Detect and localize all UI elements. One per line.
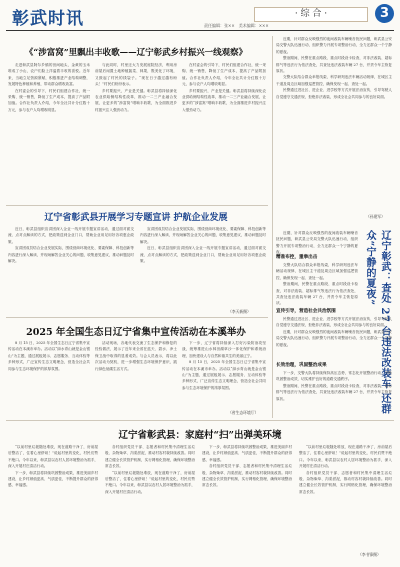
article5-paragraph: 整治期间，民警在重点路段、重点时段设卡检查，对非法改装、超标排气等违法行为依法查处，共查处违法改装车辆 27 台，并责令车主恢复原状。 — [276, 383, 392, 401]
article1-col2 — [95, 62, 177, 202]
article5-paragraph: 民警通过进社区、进企业、进学校等方式开展法治宣传，引导驾驶人自觉遵守交通法规，拒绝非法改装，形成全社会共同参与的良好局面。 — [276, 88, 392, 99]
article5-section1 — [276, 262, 358, 306]
article1-paragraph: 乡村要振兴，产业是关键。彰武县将持续深化农业供给侧结构性改革，推动一二三产业融合发展，让更多的“涉富窝”唱响丰收歌，为全面推进乡村振兴注入强劲动力。 — [95, 88, 177, 112]
article3-paragraph: 活动现场，各地代表交流了生态保护和修复的经验做法，展示了近年来全省在蓝天、碧水、净土保卫战中取得的显著成效。与会人员表示，将以此次活动为契机，进一步增强生态环境保护意识，践行绿色低碳生活方式。 — [95, 341, 177, 371]
article2-col2 — [140, 226, 266, 306]
article2-paragraph: 宣讲团成员结合企业发展实际，围绕营商环境优化、要素保障、科技创新等内容进行深入解读，并现场解答企业关心的问题，收集意见建议，推动问题及时解决。 — [140, 227, 266, 244]
page-number-badge: 3 — [375, 4, 394, 23]
article4-paragraph: 下一步，彰武县将持续巩固整治成果，推进美丽乡村建设，让乡村颜值更高、气质更佳，不断提升群众的获得感、幸福感。 — [202, 445, 292, 462]
article5-paragraph: 下一步，交警大队将持续保持高压态势，常态化开展整治行动，不断巩固整治成效，切实维护良好的道路交通秩序。 — [276, 371, 392, 382]
article4-paragraph: “以前村里垃圾随处堆放，现在道路干净了，房前屋后整洁了，住着心里舒坦！”说起村里的变化，村民们赞不绝口。今年以来，彰武县以农村人居环境整治为抓手，深入开展村庄清洁行动。 — [8, 445, 98, 469]
article2-paragraph: 近日，彰武县组织宣讲团深入企业一线开展专题宣讲活动，通过面对面交流、点对点解读的方式，把政策送到企业门口，帮助企业用足用好各项惠企政策。 — [8, 227, 134, 244]
article5-paragraph: 民警通过进社区、进企业、进学校等方式开展法治宣传，引导驾驶人自觉遵守交通法规，拒绝非法改装，形成全社会共同参与的良好局面。 — [276, 317, 392, 328]
masthead-logo: 彰武时讯 — [12, 9, 84, 29]
article5-subhead: 宣传引导，营造社会共治氛围 — [276, 309, 336, 314]
article5-section3 — [276, 370, 392, 416]
article5-paragraph: 近期，针对群众反映强烈的夜间改装车辆噪音扰民问题，彰武县公安局交警大队迅速行动，组织警力开展专项整治行动，全力还群众一个宁静的夏夜。 — [276, 37, 392, 54]
article4-paragraph: 下一步，彰武县将持续巩固整治成果，推进美丽乡村建设，让乡村颜值更高、气质更佳，不断提升群众的获得感、幸福感。 — [8, 470, 98, 488]
article4-title: 辽宁省彰武县：家庭村“扫”出弹美环境 — [118, 430, 282, 441]
article5-vertical-title: 辽宁彰武：查处 27 台违法改装车 还群众“宁静的夏夜” — [364, 230, 390, 415]
article5-subhead: 精准布控，重拳出击 — [276, 255, 318, 260]
article4-paragraph: 各村组织党员干部、志愿者和村民集中清理生活垃圾、杂物柴草、沟渠淤泥，推动村容村貌持续改善。同时建立健全长效管护机制，实行网格化管理，确保环境整治常态长效。 — [202, 464, 292, 488]
article5-signature: （孙建军） — [366, 214, 385, 219]
article5-top-text — [276, 36, 392, 222]
article2-paragraph: 宣讲团成员结合企业发展实际，围绕营商环境优化、要素保障、科技创新等内容进行深入解读，并现场解答企业关心的问题，收集意见建议，推动问题及时解决。 — [8, 246, 134, 264]
article4-col3 — [202, 444, 292, 556]
article1-paragraph: 走进彰武县阿尔乡镇的田间地头，金黄的玉米堆成了小山，农户们脸上洋溢着丰收的喜悦。近年来，当地立足资源禀赋，积极推进产业结构调整，发展特色种植和养殖，带动群众增收致富。 — [8, 63, 90, 87]
article1-col1 — [8, 62, 90, 202]
article1-title: 《“涉富窝”里飘出丰收歌——辽宁彰武乡村振兴一线观察》 — [24, 48, 248, 58]
divider — [6, 205, 268, 206]
article5-paragraph: 整治期间，民警在重点路段、重点时段设卡检查，对非法改装、超标排气等违法行为依法查处，共查处违法改装车辆 27 台，并责令车主恢复原状。 — [276, 56, 392, 74]
article5-paragraph: 近期，针对群众反映强烈的夜间改装车辆噪音扰民问题，彰武县公安局交警大队迅速行动，组织警力开展专项整治行动，全力还群众一个宁静的夏夜。 — [276, 231, 358, 255]
article4-paragraph: “以前村里垃圾随处堆放，现在道路干净了，房前屋后整洁了，住着心里舒坦！”说起村里的变化，村民们赞不绝口。今年以来，彰武县以农村人居环境整治为抓手，深入开展村庄清洁行动。 — [105, 470, 195, 494]
article4-col4 — [299, 444, 392, 550]
article2-signature: （李天新摄） — [228, 309, 251, 314]
article1-col3 — [182, 62, 266, 202]
article4-signature: （李书锋摄） — [358, 552, 381, 557]
article2-col1 — [8, 226, 134, 312]
article5-paragraph: 交警大队结合群众举报线索，科学研判违法车辆活动规律，在城区主干道及周边区域加强巡逻管控，确保发现一起、查处一起。 — [276, 263, 358, 280]
article5-paragraph: 交警大队结合群众举报线索，科学研判违法车辆活动规律，在城区主干道及周边区域加强巡逻管控，确保发现一起、查处一起。 — [276, 75, 392, 86]
article5-paragraph: 整治期间，民警在重点路段、重点时段设卡检查，对非法改装、超标排气等违法行为依法查处，共查处违法改装车辆 27 台，并责令车主恢复原状。 — [276, 282, 358, 306]
divider — [6, 420, 394, 421]
article3-col1 — [8, 340, 90, 416]
article3-paragraph: 8 月 15 日，2025 年全国生态日辽宁省集中宣传活动在本溪市举办。活动以“绿水青山就是金山银山”为主题，通过展板展示、志愿服务、互动体验等多种形式，广泛宣传生态文明理念，营造全社会共同参与生态环境保护的浓厚氛围。 — [8, 341, 90, 371]
newspaper-page — [6, 4, 394, 563]
section-label: · 综 合 · — [254, 7, 368, 22]
article3-col2 — [95, 340, 177, 416]
article1-paragraph: 在村委会的引导下，村民们组建合作社，统一采购、统一销售，降低了生产成本，提高了产品附加值。合作社负责人介绍，今年全社共计分红数十万元，参与农户人均增收明显。 — [182, 63, 266, 87]
article2-title: 辽宁省彰武县开展学习专题宣讲 护航企业发展 — [44, 213, 228, 223]
masthead-rule — [6, 30, 394, 31]
article3-col3 — [182, 340, 266, 408]
article3-title: 2025 年全国生态日辽宁省集中宣传活动在本溪举办 — [26, 327, 246, 338]
article5-intro — [276, 230, 358, 255]
article5-subhead: 长效治理，巩固整治成果 — [276, 363, 327, 368]
masthead-meta: 责任编辑：张×× 美术编辑：××× — [204, 23, 269, 28]
article4-paragraph: 各村组织党员干部、志愿者和村民集中清理生活垃圾、杂物柴草、沟渠淤泥，推动村容村貌持续改善。同时建立健全长效管护机制，实行网格化管理，确保环境整治常态长效。 — [105, 445, 195, 469]
article4-paragraph: 各村组织党员干部、志愿者和村民集中清理生活垃圾、杂物柴草、沟渠淤泥，推动村容村貌持续改善。同时建立健全长效管护机制，实行网格化管理，确保环境整治常态长效。 — [299, 470, 392, 494]
article1-paragraph: 与此同时，村里还大力发展庭院经济，利用房前屋后闲置土地种植蔬菜、林果，既美化了环境，又鼓起了村民的钱袋子。“现在日子越过越有盼头！”村民们纷纷表示。 — [95, 63, 177, 87]
article5-section2 — [276, 316, 392, 360]
article5-paragraph: 近期，针对群众反映强烈的夜间改装车辆噪音扰民问题，彰武县公安局交警大队迅速行动，组织警力开展专项整治行动，全力还群众一个宁静的夏夜。 — [276, 329, 392, 347]
column-divider — [272, 36, 273, 418]
article3-signature: （省生态环境厅） — [228, 410, 259, 415]
article4-paragraph: “以前村里垃圾随处堆放，现在道路干净了，房前屋后整洁了，住着心里舒坦！”说起村里的变化，村民们赞不绝口。今年以来，彰武县以农村人居环境整治为抓手，深入开展村庄清洁行动。 — [299, 445, 392, 469]
divider — [6, 317, 268, 318]
article4-col2 — [105, 444, 195, 556]
article1-paragraph: 在村委会的引导下，村民们组建合作社，统一采购、统一销售，降低了生产成本，提高了产品附加值。合作社负责人介绍，今年全社共计分红数十万元，参与农户人均增收明显。 — [8, 88, 90, 112]
article1-paragraph: 乡村要振兴，产业是关键。彰武县将持续深化农业供给侧结构性改革，推动一二三产业融合发展，让更多的“涉富窝”唱响丰收歌，为全面推进乡村振兴注入强劲动力。 — [182, 88, 266, 112]
article3-paragraph: 下一步，辽宁省将持续深入打好污染防治攻坚战，统筹推进山水林田湖草沙一体化保护和系统治理，加快建设人与自然和谐共生的美丽辽宁。 — [182, 341, 266, 358]
masthead — [6, 4, 394, 34]
article3-paragraph: 8 月 15 日，2025 年全国生态日辽宁省集中宣传活动在本溪市举办。活动以“绿水青山就是金山银山”为主题，通过展板展示、志愿服务、互动体验等多种形式，广泛宣传生态文明理念，营造全社会共同参与生态环境保护的浓厚氛围。 — [182, 360, 266, 390]
article2-paragraph: 近日，彰武县组织宣讲团深入企业一线开展专题宣讲活动，通过面对面交流、点对点解读的方式，把政策送到企业门口，帮助企业用足用好各项惠企政策。 — [140, 246, 266, 264]
article4-col1 — [8, 444, 98, 556]
